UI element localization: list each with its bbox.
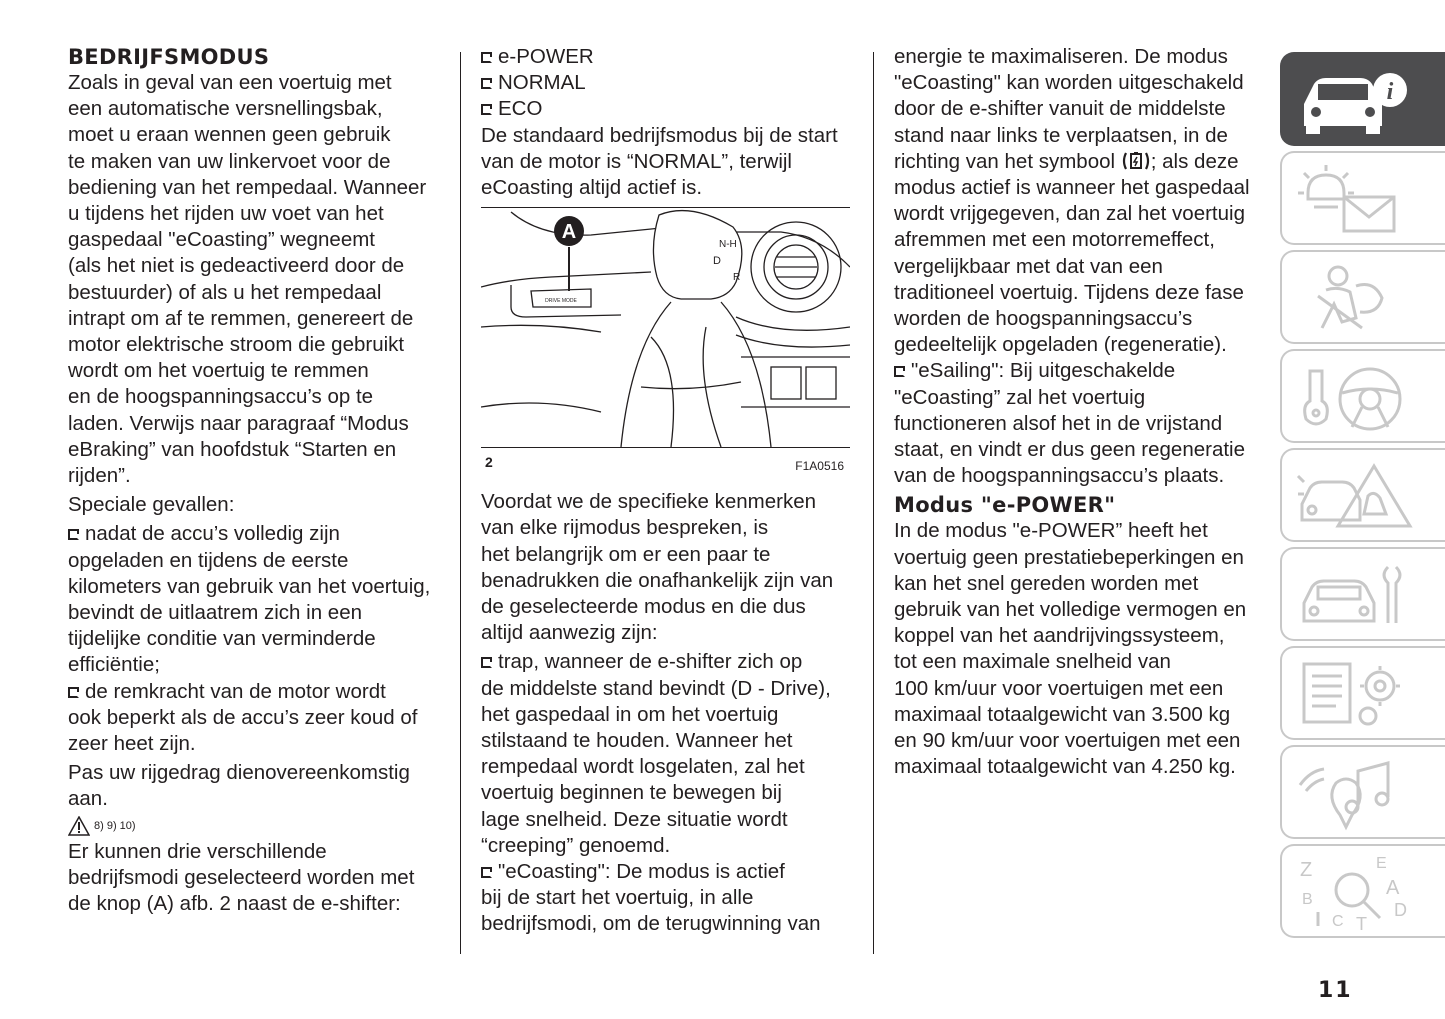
intro-line: rijden”. (68, 464, 131, 488)
column-divider (460, 52, 461, 954)
safety-icon (1296, 262, 1416, 336)
tab-index[interactable] (1280, 844, 1445, 938)
esailing-line: staat, en vindt er dus geen regeneratie (894, 438, 1246, 462)
modes-intro-line: de knop (A) afb. 2 naast de e-shifter: (68, 892, 401, 916)
bullet-box-icon (481, 104, 492, 115)
trap-line: stilstaand te houden. Wanneer het (481, 729, 793, 753)
svg-text:E: E (1376, 856, 1387, 872)
mode-item: e-POWER (481, 44, 856, 70)
bullet-line: bevindt de uitlaatrem zich in een (68, 601, 363, 625)
intro-line: (als het niet is gedeactiveerd door de (68, 254, 405, 278)
intro-line: en de hoogspanningsaccu’s op te (68, 385, 374, 409)
esailing-line: "eCoasting” zal het voertuig (894, 385, 1146, 409)
intro-line: moet u eraan wennen geen gebruik (68, 123, 391, 147)
bullet-line: zeer heet zijn. (68, 732, 196, 756)
figure-shifter (481, 207, 850, 475)
intro-line: te maken van uw linkervoet voor de (68, 149, 391, 173)
bullet-box-icon (68, 529, 79, 540)
tab-car-info[interactable] (1280, 52, 1445, 146)
ecoasting-line: bij de start het voertuig, in alle (481, 886, 754, 910)
trap-line: “creeping” genoemd. (481, 833, 671, 857)
before-line: Voordat we de specifieke kenmerken (481, 490, 817, 514)
warning-lights-icon (1296, 163, 1416, 237)
column-2 (481, 44, 856, 938)
trap-line: lage snelheid. Deze situatie wordt (481, 807, 788, 831)
esailing-line: functioneren alsof het in de vrijstand (894, 411, 1223, 435)
epower-line: In de modus "e-POWER” heeft het (894, 519, 1208, 543)
mode-item: ECO (481, 96, 856, 122)
epower-line: en 90 km/uur voor voertuigen met een (894, 729, 1241, 753)
shifter-illustration (481, 207, 850, 447)
technical-data-icon (1296, 658, 1416, 732)
intro-line: eBraking” van hoofdstuk “Starten en (68, 437, 397, 461)
default-line: eCoasting altijd actief is. (481, 176, 703, 200)
cont-line: energie te maximaliseren. De modus (894, 45, 1228, 68)
cont2-line: afremmen met een motorremeffect, (894, 228, 1215, 252)
intro-line: Zoals in geval van een voertuig met (68, 71, 392, 94)
intro-line: een automatische versnellingsbak, (68, 97, 383, 121)
column-3 (894, 44, 1266, 780)
column-divider (873, 52, 874, 954)
intro-line: gaspedaal "eCoasting” wegneemt (68, 228, 375, 252)
tab-starting-driving[interactable] (1280, 349, 1445, 443)
maintenance-icon (1296, 559, 1416, 633)
emergency-icon (1296, 460, 1416, 534)
trap-line: het gaspedaal in om het voertuig (481, 702, 779, 726)
cont-line: stand naar links te verplaatsen, in de (894, 123, 1228, 147)
bullet-line: opgeladen en tijdens de eerste (68, 548, 349, 572)
adapt-line: Pas uw rijgedrag dienovereenkomstig (68, 761, 410, 785)
modes-intro-line: Er kunnen drie verschillende (68, 839, 327, 863)
epower-line: kan het snel gereden worden met (894, 571, 1199, 595)
bullet-line: tijdelijke conditie van verminderde (68, 627, 376, 651)
callout-a-label: A (561, 221, 577, 244)
epower-line: tot een maximale snelheid van (894, 650, 1171, 674)
cont-line: "eCoasting" kan worden uitgeschakeld (894, 71, 1244, 95)
intro-line: wordt om het voertuig te remmen (68, 359, 369, 383)
index-icon (1296, 856, 1416, 930)
trap-line: trap, wanneer de e-shifter zich op (481, 649, 856, 675)
ecoasting-line: bedrijfsmodi, om de terugwinning van (481, 912, 821, 936)
esailing-line: "eSailing": Bij uitgeschakelde (894, 358, 1266, 384)
before-line: benadrukken die onafhankelijk zijn van (481, 568, 834, 592)
svg-text:D: D (1394, 900, 1407, 920)
bullet-box-icon (481, 78, 492, 89)
esailing-line: van de hoogspanningsaccu’s plaats. (894, 464, 1225, 488)
bullet-line: ook beperkt als de accu’s zeer koud of (68, 705, 418, 729)
cont2-line: gedeeltelijk opgeladen (regeneratie). (894, 333, 1227, 357)
tab-safety[interactable] (1280, 250, 1445, 344)
before-line: altijd aanwezig zijn: (481, 621, 658, 645)
cont2-line: traditioneel voertuig. Tijdens deze fase (894, 280, 1244, 304)
bullet-line: efficiëntie; (68, 653, 160, 677)
gear-d-label: D (713, 255, 721, 268)
adapt-line: aan. (68, 787, 108, 811)
column-1 (68, 44, 448, 917)
svg-text:Z: Z (1300, 859, 1313, 881)
epower-line: koppel van het aandrijvingssysteem, (894, 624, 1225, 648)
epower-line: gebruik van het volledige vermogen en (894, 598, 1247, 622)
ecoasting-symbol-icon (1121, 151, 1151, 171)
cont2-line: worden de hoogspanningsaccu’s (894, 307, 1193, 331)
before-line: de geselecteerde modus en die dus (481, 595, 806, 619)
multimedia-icon (1296, 757, 1416, 831)
cont2-line: modus actief is wanneer het gaspedaal (894, 176, 1250, 200)
cont-line: door de e-shifter vanuit de middelste (894, 97, 1226, 121)
section-heading: BEDRIJFSMODUS (68, 45, 270, 69)
bullet-box-icon (894, 366, 905, 377)
gear-nh-label: N-H (719, 239, 737, 251)
svg-text:i: i (1386, 79, 1394, 105)
modes-intro-line: bedrijfsmodi geselecteerd worden met (68, 865, 415, 889)
intro-line: motor elektrische stroom die gebruikt (68, 333, 405, 357)
intro-line: intrapt om af te remmen, genereert de (68, 306, 414, 330)
page-number: 11 (1318, 978, 1353, 1003)
bullet-line: de remkracht van de motor wordt (68, 679, 448, 705)
svg-text:A: A (1386, 877, 1400, 899)
default-line: De standaard bedrijfsmodus bij de start (481, 123, 838, 147)
tab-multimedia[interactable] (1280, 745, 1445, 839)
mode-item: NORMAL (481, 70, 856, 96)
svg-text:B: B (1302, 891, 1313, 908)
figure-code: F1A0516 (795, 459, 844, 474)
ecoasting-line: "eCoasting": De modus is actief (481, 859, 856, 885)
epower-line: maximaal totaalgewicht van 4.250 kg. (894, 755, 1236, 779)
default-line: van de motor is “NORMAL”, terwijl (481, 149, 792, 173)
svg-text:C: C (1332, 913, 1344, 930)
starting-driving-icon (1296, 361, 1416, 435)
epower-line: maximaal totaalgewicht van 3.500 kg (894, 702, 1231, 726)
bullet-box-icon (68, 687, 79, 698)
intro-line: u tijdens het rijden uw voet van het (68, 202, 384, 226)
intro-line: bestuurder) of als u het rempedaal (68, 280, 382, 304)
before-line: het belangrijk om er een paar te (481, 542, 771, 566)
bullet-line: kilometers van gebruik van het voertuig, (68, 574, 431, 598)
before-line: van elke rijmodus bespreken, is (481, 516, 769, 540)
bullet-box-icon (481, 657, 492, 668)
trap-line: rempedaal wordt losgelaten, zal het (481, 755, 805, 779)
gear-r-label: R (733, 272, 741, 284)
cont2-line: wordt vrijgegeven, dan zal het voertuig (894, 202, 1245, 226)
warning-triangle-icon (68, 816, 90, 836)
car-info-icon (1296, 64, 1416, 138)
intro-line: bediening van het rempedaal. Wanneer (68, 175, 427, 199)
cont2-line: vergelijkbaar met dat van een (894, 254, 1163, 278)
epower-line: voertuig geen prestatiebeperkingen en (894, 545, 1244, 569)
tab-maintenance[interactable] (1280, 547, 1445, 641)
intro-line: laden. Verwijs naar paragraaf “Modus (68, 411, 409, 435)
tab-emergency[interactable] (1280, 448, 1445, 542)
bullet-box-icon (481, 867, 492, 878)
epower-line: 100 km/uur voor voertuigen met een (894, 676, 1224, 700)
special-cases: Speciale gevallen: (68, 493, 235, 517)
trap-line: voertuig beginnen te bewegen bij (481, 781, 782, 805)
tab-warning-lights[interactable] (1280, 151, 1445, 245)
figure-number: 2 (485, 454, 493, 471)
drive-mode-button-label: DRIVE MODE (545, 298, 577, 305)
epower-heading: Modus "e-POWER" (894, 493, 1116, 518)
tab-technical-data[interactable] (1280, 646, 1445, 740)
svg-text:T: T (1356, 914, 1367, 930)
trap-line: de middelste stand bevindt (D - Drive), (481, 676, 831, 700)
symbol-line: richting van het symbool ; als deze (894, 149, 1239, 173)
warning-reference: 8) 9) 10) (68, 813, 448, 839)
bullet-line: nadat de accu’s volledig zijn (68, 521, 448, 547)
bullet-box-icon (481, 52, 492, 63)
